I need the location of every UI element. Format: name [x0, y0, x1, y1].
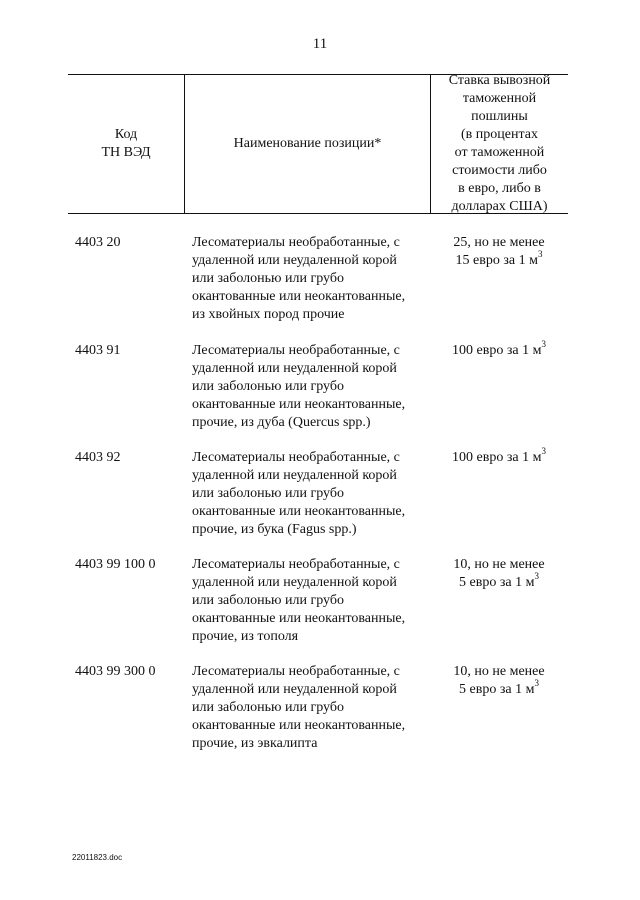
header-rate-line: пошлины — [471, 109, 528, 124]
header-rate-line: Ставка вывозной — [448, 73, 551, 88]
row-name-line: удаленной или неудаленной корой — [192, 682, 397, 697]
row-rate — [430, 339, 568, 360]
row-code: 4403 99 100 0 — [75, 557, 156, 572]
row-rate-line: 25, но не менее — [453, 235, 545, 250]
row-name-line: удаленной или неудаленной корой — [192, 253, 397, 268]
page-number: 11 — [312, 36, 328, 52]
row-code: 4403 92 — [75, 450, 121, 465]
row-name — [192, 449, 428, 539]
table-row — [68, 556, 568, 646]
row-name-line: прочие, из бука (Fagus spp.) — [192, 522, 357, 537]
row-rate-line — [430, 249, 568, 270]
row-name-line: окантованные или неокантованные, — [192, 289, 406, 304]
tariff-table — [68, 74, 568, 753]
superscript: 3 — [534, 678, 539, 689]
row-name-line: или заболонью или грубо — [192, 379, 344, 394]
row-rate — [430, 663, 568, 699]
header-name-text: Наименование позиции* — [233, 136, 382, 151]
row-name — [192, 663, 428, 753]
row-name-line: удаленной или неудаленной корой — [192, 361, 397, 376]
row-name-line: окантованные или неокантованные, — [192, 397, 406, 412]
row-name-line: из хвойных пород прочие — [192, 307, 345, 322]
row-name-line: прочие, из тополя — [192, 629, 299, 644]
row-rate — [430, 446, 568, 467]
header-code-line: Код — [114, 127, 138, 142]
row-rate-line — [430, 339, 568, 360]
header-rate-line: таможенной — [462, 91, 537, 106]
table-row — [68, 663, 568, 753]
row-code: 4403 91 — [75, 343, 121, 358]
row-name — [192, 556, 428, 646]
row-rate-line: 10, но не менее — [453, 557, 545, 572]
header-rate-line: долларах США) — [451, 199, 548, 214]
row-name-line: окантованные или неокантованные, — [192, 611, 406, 626]
table-header — [68, 75, 568, 213]
row-rate — [430, 234, 568, 270]
row-name-line: или заболонью или грубо — [192, 486, 344, 501]
row-name-line: удаленной или неудаленной корой — [192, 468, 397, 483]
row-name-line: Лесоматериалы необработанные, с — [192, 343, 400, 358]
superscript: 3 — [534, 571, 539, 582]
header-rate-line: от таможенной — [454, 145, 545, 160]
row-rate — [430, 556, 568, 592]
row-name — [192, 342, 428, 432]
row-name-line: удаленной или неудаленной корой — [192, 575, 397, 590]
table-row — [68, 446, 568, 539]
row-name-line: прочие, из дуба (Quercus spp.) — [192, 415, 371, 430]
header-code-line: ТН ВЭД — [101, 145, 151, 160]
row-rate-line — [430, 446, 568, 467]
header-rate — [431, 75, 568, 213]
row-name-line: окантованные или неокантованные, — [192, 504, 406, 519]
header-name — [185, 75, 430, 213]
row-name-line: Лесоматериалы необработанные, с — [192, 664, 400, 679]
superscript: 3 — [541, 446, 546, 457]
header-rate-line: стоимости либо — [452, 163, 547, 178]
row-rate-line: 10, но не менее — [453, 664, 545, 679]
row-name-line: или заболонью или грубо — [192, 700, 344, 715]
table-body — [68, 234, 568, 753]
row-name-line: окантованные или неокантованные, — [192, 718, 406, 733]
row-name — [192, 234, 428, 324]
header-rate-line: в евро, либо в — [458, 181, 541, 196]
superscript: 3 — [541, 339, 546, 350]
row-name-line: Лесоматериалы необработанные, с — [192, 557, 400, 572]
row-code: 4403 99 300 0 — [75, 664, 156, 679]
row-rate-text: 100 евро за 1 м — [452, 450, 542, 465]
row-rate-text: 100 евро за 1 м — [452, 343, 542, 358]
row-name-line: Лесоматериалы необработанные, с — [192, 450, 400, 465]
row-rate-text: 15 евро за 1 м — [455, 253, 538, 268]
row-rate-text: 5 евро за 1 м — [459, 575, 535, 590]
header-rate-line: (в процентах — [461, 127, 538, 142]
row-rate-line — [430, 571, 568, 592]
superscript: 3 — [537, 249, 543, 260]
row-name-line: Лесоматериалы необработанные, с — [192, 235, 400, 250]
header-code — [68, 75, 184, 213]
row-name-line: или заболонью или грубо — [192, 593, 344, 608]
row-name-line: прочие, из эвкалипта — [192, 736, 318, 751]
row-code: 4403 20 — [75, 235, 121, 250]
document-filename: 22011823.doc — [72, 853, 123, 862]
row-rate-text: 5 евро за 1 м — [459, 682, 535, 697]
row-rate-line — [430, 678, 568, 699]
row-name-line: или заболонью или грубо — [192, 271, 344, 286]
table-row — [68, 339, 568, 432]
table-row — [68, 234, 568, 324]
